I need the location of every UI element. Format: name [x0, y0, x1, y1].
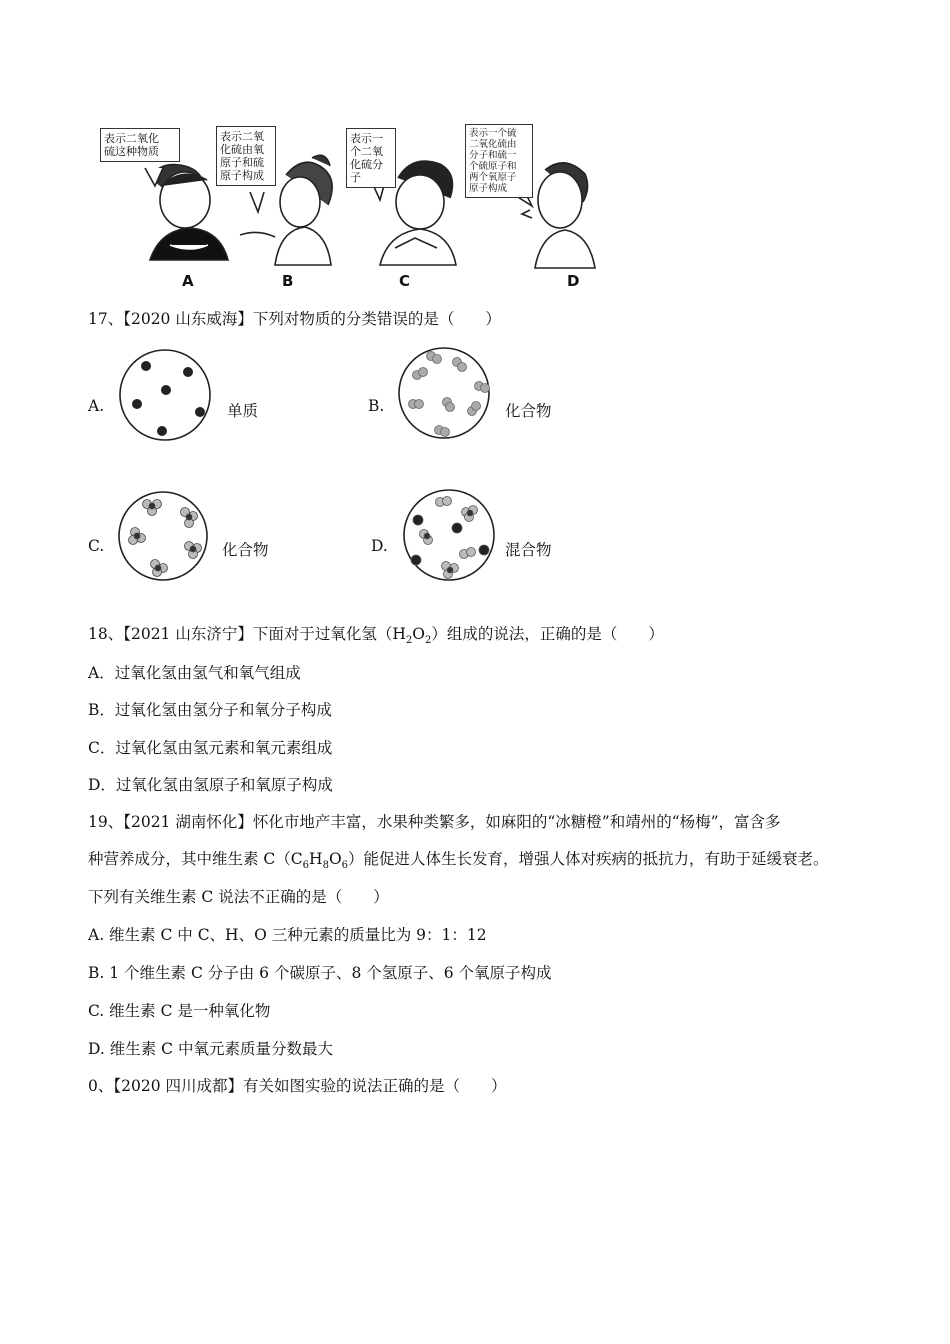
q19-option-b: B. 1 个维生素 C 分子由 6 个碳原子、8 个氢原子、6 个氧原子构成: [88, 964, 552, 982]
question-20-stem: 0、【2020 四川成都】有关如图实验的说法正确的是（ ）: [88, 1077, 507, 1095]
speech-bubble-a: 表示二氧化 硫这种物质: [100, 128, 180, 162]
question-18-stem: 18、【2021 山东济宁】下面对于过氧化氢$(H_2O_2)$组成的说法，正确的是（ ）: [88, 625, 664, 647]
q19-option-d: D. 维生素 C 中氧元素质量分数最大: [88, 1040, 333, 1058]
q17-option-a-label: 单质: [227, 402, 259, 420]
speech-bubble-c: 表示一 个二氧 化硫分 子: [346, 128, 396, 188]
question-19-line-1: 19、【2021 湖南怀化】怀化市地产丰富，水果种类繁多，如麻阳的“冰糖橙”和靖州的“杨梅”，富含多: [88, 813, 781, 831]
caption-d: D: [567, 272, 580, 290]
q18-option-b: B．过氧化氢由氢分子和氧分子构成: [88, 701, 332, 719]
q18-option-a: A．过氧化氢由氢气和氧气组成: [88, 664, 301, 682]
question-17-stem: 17、【2020 山东威海】下列对物质的分类错误的是（ ）: [88, 310, 501, 328]
q18-option-c: C．过氧化氢由氢元素和氧元素组成: [88, 739, 333, 757]
caption-a: A: [182, 272, 194, 290]
q17-option-c-letter: C.: [88, 537, 105, 555]
q17-option-c-label: 化合物: [222, 541, 269, 559]
speech-bubble-d: 表示一个硫 二氧化硫由 分子和硫一 个硫原子和 两个氧原子 原子构成: [465, 124, 533, 198]
q17-option-d-diagram: [402, 488, 496, 582]
q17-option-c-diagram: [117, 490, 209, 582]
question-19-line-3: 下列有关维生素 C 说法不正确的是（ ）: [88, 888, 389, 906]
caption-c: C: [399, 272, 411, 290]
q17-option-a-diagram: [118, 348, 212, 442]
cartoon-figure: [90, 120, 610, 295]
q17-option-b-letter: B.: [368, 397, 385, 415]
q17-option-b-label: 化合物: [505, 402, 552, 420]
caption-b: B: [282, 272, 294, 290]
q17-option-b-diagram: [397, 346, 491, 440]
q17-option-a-letter: A.: [88, 397, 105, 415]
q17-option-d-letter: D.: [371, 537, 388, 555]
q19-option-a: A. 维生素 C 中 C、H、O 三种元素的质量比为 9：1：12: [88, 926, 487, 944]
question-19-line-2: 种营养成分，其中维生素 $C(C_6H_8O_6)$能促进人体生长发育，增强人体对疾病的抵抗力，有助于延缓衰老。: [88, 850, 829, 872]
speech-bubble-b: 表示二氧 化硫由氧 原子和硫 原子构成: [216, 126, 276, 186]
q18-option-d: D．过氧化氢由氢原子和氧原子构成: [88, 776, 333, 794]
q17-option-d-label: 混合物: [505, 541, 552, 559]
q19-option-c: C. 维生素 C 是一种氧化物: [88, 1002, 271, 1020]
